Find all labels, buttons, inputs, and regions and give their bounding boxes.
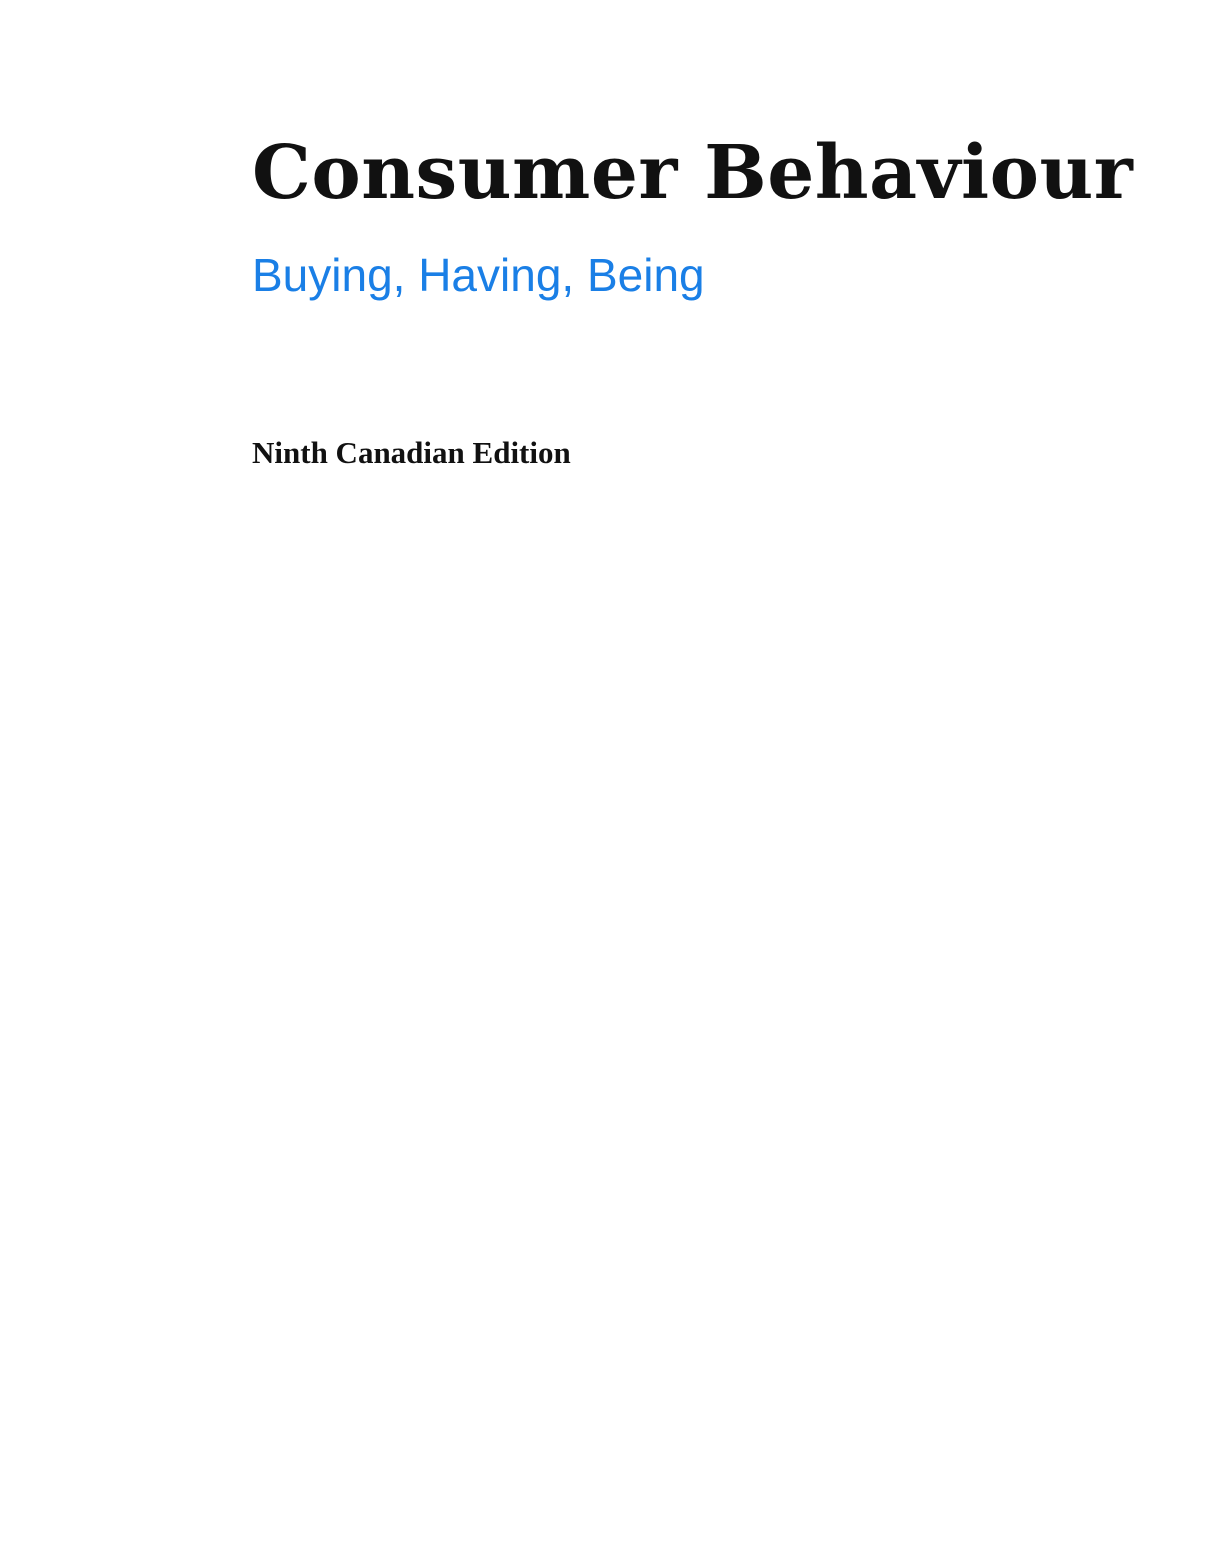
book-subtitle: Buying, Having, Being — [252, 249, 705, 301]
title-block — [252, 118, 1192, 302]
book-edition: Ninth Canadian Edition — [252, 435, 571, 470]
book-title: Consumer Behaviour — [252, 130, 1134, 216]
